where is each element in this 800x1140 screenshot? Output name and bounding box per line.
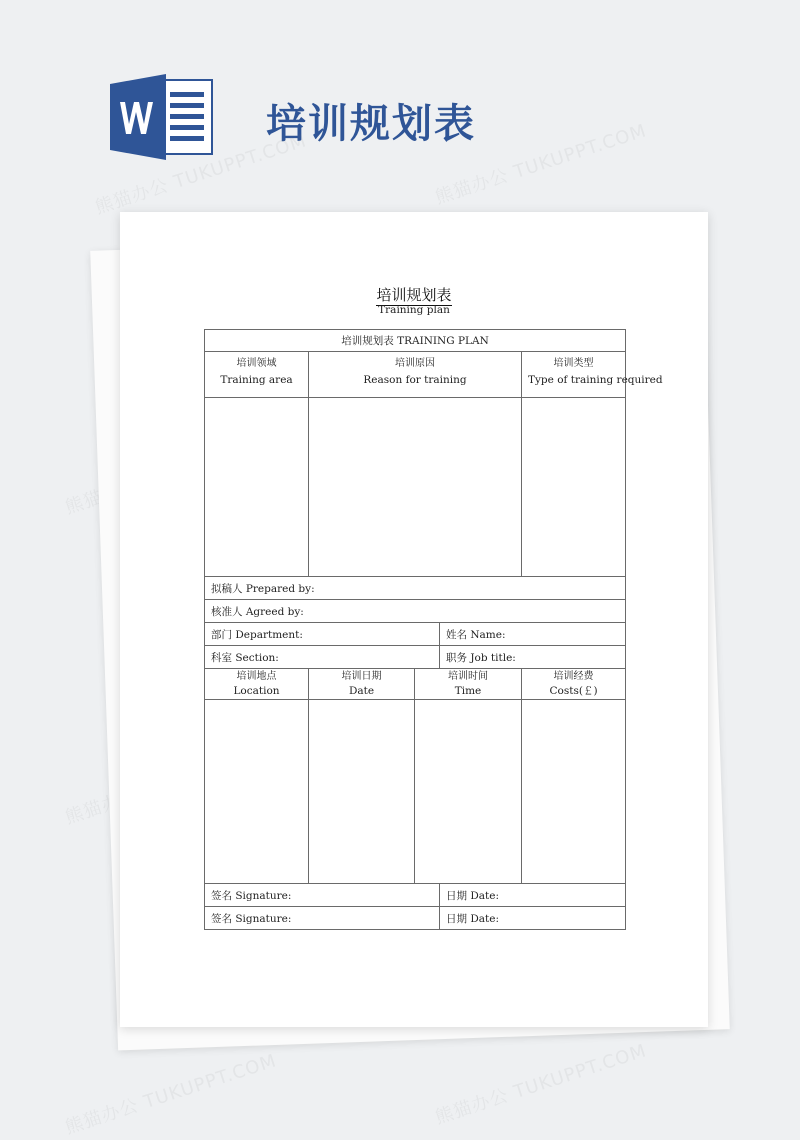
agreed-by-field[interactable]: 核准人 Agreed by: [205,600,626,623]
date-field[interactable]: 日期 Date: [440,884,626,907]
date-field[interactable]: 日期 Date: [440,907,626,930]
document-subtitle: Training plan [378,304,450,316]
time-cell[interactable] [415,700,522,884]
watermark: 熊猫办公 TUKUPPT.COM [62,1050,280,1139]
document-page [120,212,708,1027]
table-heading-row [205,330,626,352]
training-plan-table [204,329,663,930]
costs-cell[interactable] [522,700,626,884]
date-cell[interactable] [309,700,415,884]
signature-field[interactable]: 签名 Signature: [205,907,440,930]
signature-row [205,907,626,930]
signature-field[interactable]: 签名 Signature: [205,884,440,907]
watermark: 熊猫办公 [62,785,142,829]
table-input-row [205,398,626,577]
prepared-by-row [205,577,626,600]
section-row [205,646,626,669]
watermark: 熊猫办公 TUKUPPT.COM [92,130,310,219]
header-type-of-training: 培训类型 Type of training required [522,352,626,398]
watermark: 熊猫办公 TUKUPPT.COM [432,1040,650,1129]
document-title-text: 培训规划表 [376,286,452,304]
signature-row [205,884,626,907]
type-of-training-cell[interactable] [522,398,626,577]
word-document-icon [108,74,214,160]
job-title-field[interactable]: 职务 Job title: [440,646,626,669]
training-area-cell[interactable] [205,398,309,577]
table-heading: 培训规划表 TRAINING PLAN [205,330,626,352]
document-title [120,284,708,305]
department-row [205,623,626,646]
header-reason-for-training: 培训原因 Reason for training [309,352,522,398]
watermark: 熊猫办公 TUKUPPT.COM [432,120,650,209]
header-date: 培训日期 Date [309,669,415,700]
prepared-by-field[interactable]: 拟稿人 Prepared by: [205,577,626,600]
department-field[interactable]: 部门 Department: [205,623,440,646]
location-cell[interactable] [205,700,309,884]
header-location: 培训地点 Location [205,669,309,700]
table-header-row [205,352,626,398]
name-field[interactable]: 姓名 Name: [440,623,626,646]
schedule-header-row [205,669,626,700]
header-costs: 培训经费 Costs(￡) [522,669,626,700]
header-time: 培训时间 Time [415,669,522,700]
schedule-input-row [205,700,626,884]
banner-title: 培训规划表 [266,101,476,147]
header-training-area: 培训领域 Training area [205,352,309,398]
agreed-by-row [205,600,626,623]
section-field[interactable]: 科室 Section: [205,646,440,669]
reason-for-training-cell[interactable] [309,398,522,577]
